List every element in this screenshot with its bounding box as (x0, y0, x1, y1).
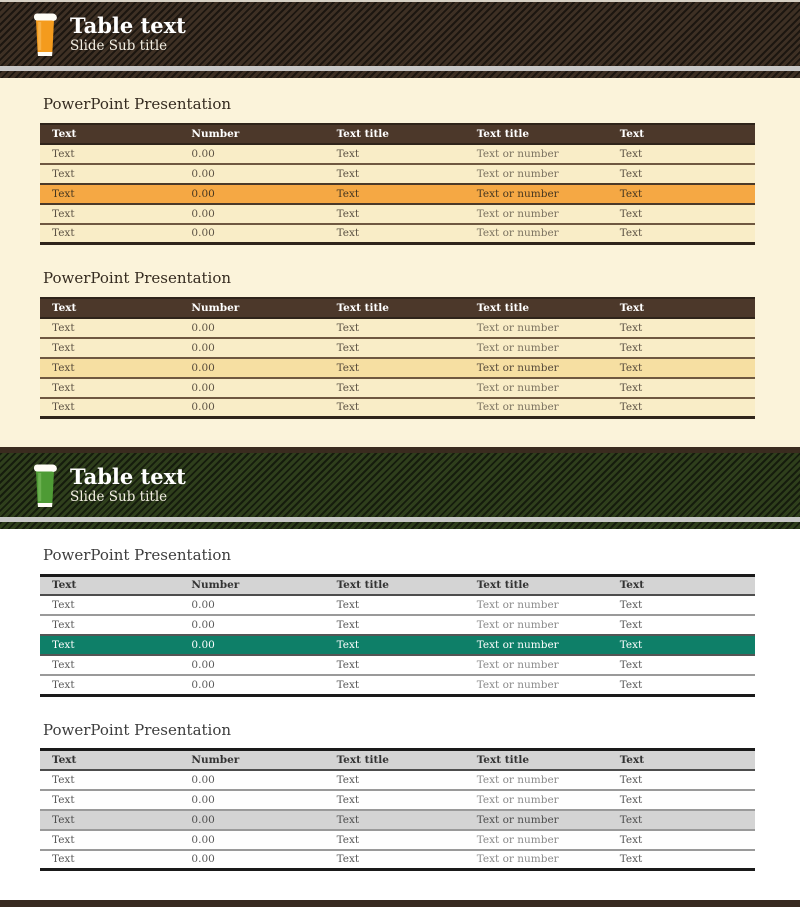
table-cell[interactable]: 0.00 (179, 830, 324, 850)
table-cell[interactable]: 0.00 (179, 770, 324, 790)
table-cell[interactable]: Text (40, 338, 179, 358)
table-cell[interactable]: Text or number (465, 830, 608, 850)
table-cell[interactable]: 0.00 (179, 378, 324, 398)
beer-glass-icon (33, 12, 57, 56)
table-cell[interactable]: 0.00 (179, 655, 324, 675)
column-header[interactable]: Text (40, 124, 179, 144)
table-cell[interactable]: Text (608, 790, 755, 810)
table-cell[interactable]: Text or number (465, 184, 608, 204)
slide-amber-body (0, 78, 800, 419)
table-cell[interactable]: Text (325, 164, 465, 184)
table-row (40, 204, 755, 224)
table-cell[interactable]: Text (325, 850, 465, 870)
table-cell[interactable]: 0.00 (179, 398, 324, 418)
table-cell[interactable]: Text (40, 378, 179, 398)
table-cell[interactable]: Text (40, 655, 179, 675)
table-cell[interactable]: Text or number (465, 850, 608, 870)
table-cell[interactable]: Text (40, 204, 179, 224)
section-heading[interactable]: PowerPoint Presentation (43, 546, 232, 564)
slide-subtitle[interactable]: Slide Sub title (70, 38, 168, 55)
column-header[interactable]: Text (608, 124, 755, 144)
table-cell[interactable]: Text (325, 595, 465, 615)
column-header[interactable]: Text (608, 750, 755, 770)
table-cell[interactable]: Text (608, 204, 755, 224)
slide-title-block (70, 465, 186, 505)
table-cell[interactable]: 0.00 (179, 144, 324, 164)
table-cell[interactable]: Text or number (465, 595, 608, 615)
table-cell[interactable]: Text (325, 378, 465, 398)
table-cell[interactable]: Text (40, 358, 179, 378)
column-header[interactable]: Text (40, 750, 179, 770)
table-cell[interactable]: 0.00 (179, 318, 324, 338)
table-section (40, 269, 755, 419)
table-cell[interactable]: Text (325, 810, 465, 830)
table-cell[interactable]: Text (40, 770, 179, 790)
table-cell[interactable]: Text (608, 655, 755, 675)
slide-green-header (0, 453, 800, 517)
table-row (40, 358, 755, 378)
table-cell[interactable]: Text (325, 144, 465, 164)
table-cell[interactable]: Text (608, 318, 755, 338)
table-row (40, 830, 755, 850)
table-cell[interactable]: Text (325, 830, 465, 850)
header-divider-band (0, 71, 800, 78)
table-row (40, 338, 755, 358)
table-cell[interactable]: Text (40, 595, 179, 615)
table-cell[interactable]: Text or number (465, 398, 608, 418)
header-divider-band (0, 522, 800, 529)
slide-title[interactable]: Table text (70, 464, 186, 490)
table-row (40, 595, 755, 615)
slide-green (0, 447, 800, 900)
data-table (40, 123, 755, 246)
table-row (40, 224, 755, 244)
table-cell[interactable]: Text (608, 338, 755, 358)
table-cell[interactable]: Text (608, 635, 755, 655)
table-cell[interactable]: Text (608, 184, 755, 204)
table-cell[interactable]: Text or number (465, 224, 608, 244)
table-section (40, 95, 755, 245)
table-cell[interactable]: Text or number (465, 810, 608, 830)
table-cell[interactable]: Text or number (465, 675, 608, 695)
column-header[interactable]: Text title (465, 575, 608, 595)
column-header[interactable]: Text title (325, 575, 465, 595)
table-cell[interactable]: Text (40, 164, 179, 184)
table-cell[interactable]: Text (325, 358, 465, 378)
column-header[interactable]: Text (40, 575, 179, 595)
table-cell[interactable]: Text (40, 144, 179, 164)
table-cell[interactable]: Text (40, 615, 179, 635)
table-cell[interactable]: 0.00 (179, 675, 324, 695)
column-header[interactable]: Text title (465, 298, 608, 318)
table-cell[interactable]: 0.00 (179, 850, 324, 870)
table-row (40, 810, 755, 830)
table-cell[interactable]: Text (40, 635, 179, 655)
table-cell[interactable]: Text (325, 615, 465, 635)
column-header[interactable]: Number (179, 750, 324, 770)
table-cell[interactable]: Text (325, 398, 465, 418)
slide-green-body (0, 529, 800, 871)
column-header[interactable]: Text title (325, 298, 465, 318)
table-header-row (40, 298, 755, 318)
table-cell[interactable]: 0.00 (179, 338, 324, 358)
column-header[interactable]: Text title (325, 124, 465, 144)
table-cell[interactable]: Text (40, 790, 179, 810)
column-header[interactable]: Number (179, 124, 324, 144)
table-cell[interactable]: Text (325, 184, 465, 204)
table-cell[interactable]: Text (608, 378, 755, 398)
table-cell[interactable]: Text (325, 675, 465, 695)
table-cell[interactable]: Text or number (465, 615, 608, 635)
table-row (40, 850, 755, 870)
table-cell[interactable]: Text (40, 810, 179, 830)
table-section (40, 721, 755, 872)
table-header-row (40, 575, 755, 595)
column-header[interactable]: Text (608, 298, 755, 318)
table-cell[interactable]: 0.00 (179, 635, 324, 655)
table-cell[interactable]: Text (40, 184, 179, 204)
table-row (40, 164, 755, 184)
table-row (40, 184, 755, 204)
data-table (40, 297, 755, 420)
slide-amber-header (0, 2, 800, 66)
table-cell[interactable]: Text (608, 164, 755, 184)
table-cell[interactable]: Text (608, 224, 755, 244)
table-row (40, 635, 755, 655)
table-cell[interactable]: Text (608, 810, 755, 830)
section-heading[interactable]: PowerPoint Presentation (43, 720, 232, 739)
beer-glass-icon (33, 463, 57, 507)
table-cell[interactable]: Text (40, 224, 179, 244)
table-cell[interactable]: Text (608, 770, 755, 790)
table-cell[interactable]: Text (40, 318, 179, 338)
table-cell[interactable]: Text (608, 675, 755, 695)
section-heading[interactable]: PowerPoint Presentation (43, 95, 232, 113)
table-cell[interactable]: Text or number (465, 164, 608, 184)
table-cell[interactable]: Text (608, 595, 755, 615)
column-header[interactable]: Text (40, 298, 179, 318)
table-cell[interactable]: Text (325, 318, 465, 338)
table-cell[interactable]: Text or number (465, 790, 608, 810)
table-cell[interactable]: 0.00 (179, 224, 324, 244)
table-cell[interactable]: Text (40, 675, 179, 695)
table-cell[interactable]: Text or number (465, 378, 608, 398)
slide-title[interactable]: Table text (70, 13, 186, 39)
table-cell[interactable]: Text or number (465, 338, 608, 358)
table-row (40, 770, 755, 790)
data-table (40, 574, 755, 697)
table-cell[interactable]: Text or number (465, 144, 608, 164)
table-cell[interactable]: Text or number (465, 655, 608, 675)
table-row (40, 318, 755, 338)
table-cell[interactable]: Text or number (465, 318, 608, 338)
table-row (40, 378, 755, 398)
table-cell[interactable]: Text (325, 338, 465, 358)
table-cell[interactable]: 0.00 (179, 204, 324, 224)
table-cell[interactable]: Text (608, 358, 755, 378)
table-header-row (40, 750, 755, 770)
slide-subtitle[interactable]: Slide Sub title (70, 489, 168, 506)
table-cell[interactable]: Text (325, 655, 465, 675)
column-header[interactable]: Text (608, 575, 755, 595)
data-table (40, 748, 755, 871)
table-cell[interactable]: Text (40, 850, 179, 870)
column-header[interactable]: Text title (465, 124, 608, 144)
table-section (40, 546, 755, 697)
table-cell[interactable]: 0.00 (179, 184, 324, 204)
table-cell[interactable]: Text (608, 144, 755, 164)
table-row (40, 144, 755, 164)
table-cell[interactable]: 0.00 (179, 595, 324, 615)
slide-title-block (70, 14, 186, 54)
column-header[interactable]: Number (179, 298, 324, 318)
table-cell[interactable]: 0.00 (179, 615, 324, 635)
column-header[interactable]: Text title (465, 750, 608, 770)
table-cell[interactable]: 0.00 (179, 790, 324, 810)
table-cell[interactable]: Text (325, 790, 465, 810)
table-row (40, 615, 755, 635)
next-slide-edge (0, 900, 800, 907)
table-cell[interactable]: Text (608, 850, 755, 870)
table-cell[interactable]: Text (325, 635, 465, 655)
table-cell[interactable]: Text (40, 830, 179, 850)
table-cell[interactable]: Text (608, 398, 755, 418)
table-row (40, 398, 755, 418)
table-cell[interactable]: Text (325, 770, 465, 790)
table-cell[interactable]: Text (325, 204, 465, 224)
table-cell[interactable]: Text or number (465, 204, 608, 224)
table-cell[interactable]: Text (40, 398, 179, 418)
table-cell[interactable]: Text (608, 615, 755, 635)
table-cell[interactable]: 0.00 (179, 358, 324, 378)
table-cell[interactable]: 0.00 (179, 164, 324, 184)
table-row (40, 675, 755, 695)
column-header[interactable]: Number (179, 575, 324, 595)
section-heading[interactable]: PowerPoint Presentation (43, 269, 232, 287)
table-cell[interactable]: Text or number (465, 770, 608, 790)
slide-amber (0, 0, 800, 447)
table-row (40, 655, 755, 675)
table-cell[interactable]: 0.00 (179, 810, 324, 830)
table-cell[interactable]: Text (325, 224, 465, 244)
table-row (40, 790, 755, 810)
table-cell[interactable]: Text (608, 830, 755, 850)
table-cell[interactable]: Text or number (465, 358, 608, 378)
column-header[interactable]: Text title (325, 750, 465, 770)
table-cell[interactable]: Text or number (465, 635, 608, 655)
table-header-row (40, 124, 755, 144)
